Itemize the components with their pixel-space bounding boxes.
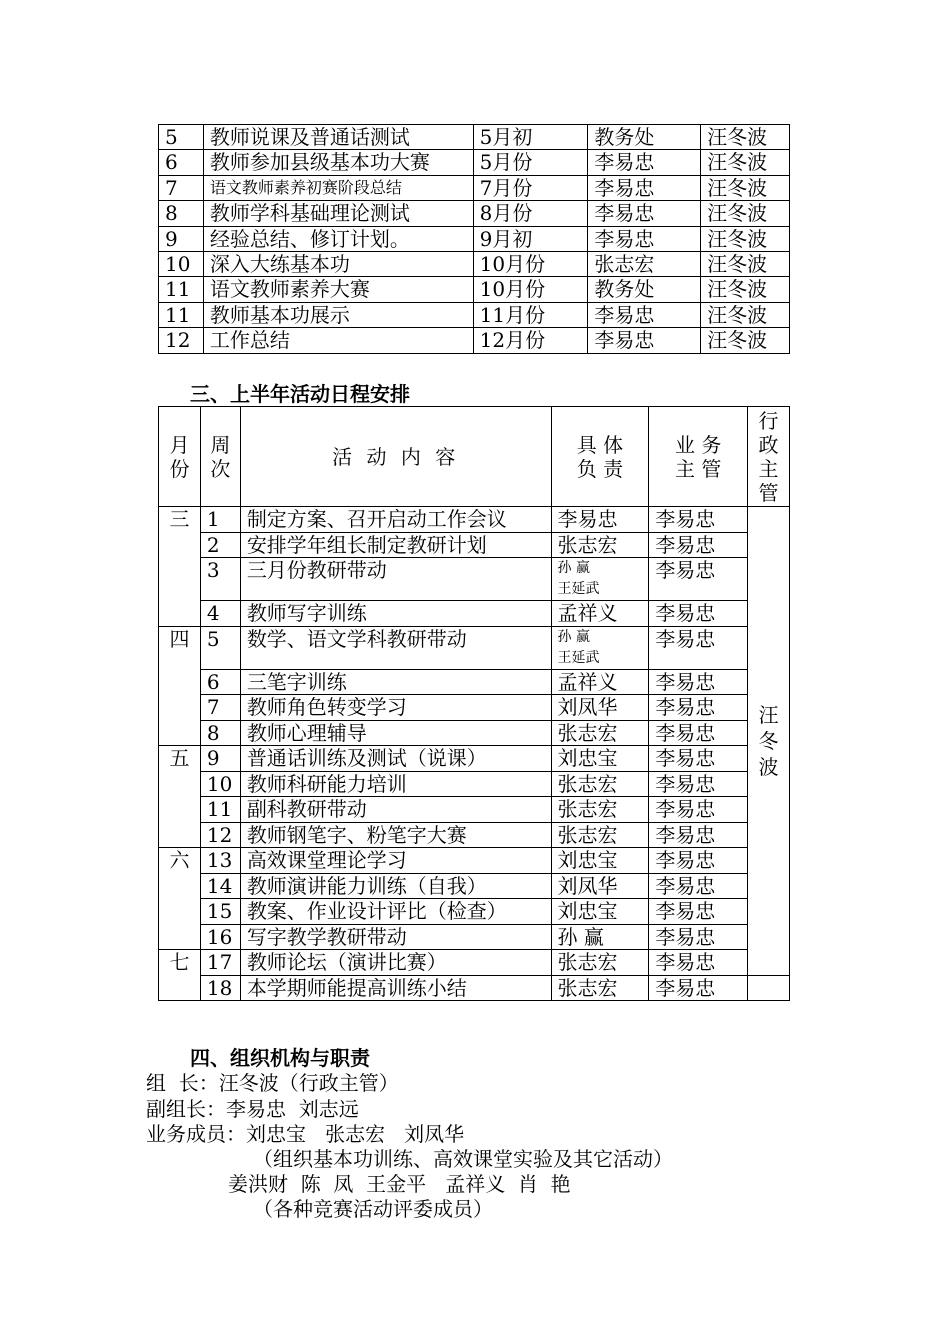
admin-cell-empty bbox=[748, 975, 790, 1001]
table-row bbox=[159, 873, 790, 899]
activity-content: 教师演讲能力训练（自我） bbox=[240, 873, 551, 899]
week-cell: 11 bbox=[200, 797, 240, 823]
admin-cell: 汪冬波 bbox=[701, 251, 790, 276]
responsible-cell: 李易忠 bbox=[588, 175, 701, 200]
week-cell: 9 bbox=[200, 746, 240, 772]
activity-content: 写字教学教研带动 bbox=[240, 924, 551, 950]
time-cell: 8月份 bbox=[473, 201, 588, 226]
row-number: 9 bbox=[159, 226, 204, 251]
activity-content: 副科教研带动 bbox=[240, 797, 551, 823]
table-row bbox=[159, 950, 790, 976]
table-row bbox=[159, 150, 790, 175]
activity-item: 语文教师素养初赛阶段总结 bbox=[203, 175, 473, 200]
manager-cell: 李易忠 bbox=[649, 950, 748, 976]
activity-item: 教师说课及普通话测试 bbox=[203, 125, 473, 150]
row-number: 10 bbox=[159, 251, 204, 276]
responsible-name: 王延武 bbox=[557, 581, 600, 597]
table-row bbox=[159, 626, 790, 669]
manager-cell: 李易忠 bbox=[649, 873, 748, 899]
org-line-duty-2: （各种竞赛活动评委成员） bbox=[253, 1197, 493, 1221]
activity-content: 高效课堂理论学习 bbox=[240, 848, 551, 874]
admin-cell: 汪冬波 bbox=[701, 150, 790, 175]
activity-content: 教师心理辅导 bbox=[240, 720, 551, 746]
responsible-cell: 李易忠 bbox=[551, 507, 649, 533]
header-person: 具 体 负 责 bbox=[551, 407, 649, 507]
row-number: 5 bbox=[159, 125, 204, 150]
activity-content: 教师论坛（演讲比赛） bbox=[240, 950, 551, 976]
table-row bbox=[159, 507, 790, 533]
week-cell: 1 bbox=[200, 507, 240, 533]
responsible-name: 王延武 bbox=[557, 649, 600, 666]
table-row bbox=[159, 251, 790, 276]
header-admin: 行政主管 bbox=[748, 407, 790, 507]
week-cell: 14 bbox=[200, 873, 240, 899]
week-cell: 17 bbox=[200, 950, 240, 976]
manager-cell: 李易忠 bbox=[649, 507, 748, 533]
manager-cell: 李易忠 bbox=[649, 720, 748, 746]
week-cell: 7 bbox=[200, 695, 240, 721]
responsible-cell: 张志宏 bbox=[551, 950, 649, 976]
week-cell: 3 bbox=[200, 558, 240, 601]
responsible-cell: 李易忠 bbox=[588, 226, 701, 251]
org-line-deputy: 副组长：李易忠 刘志远 bbox=[146, 1097, 359, 1121]
responsible-cell: 张志宏 bbox=[551, 822, 649, 848]
admin-cell: 汪冬波 bbox=[701, 226, 790, 251]
week-cell: 12 bbox=[200, 822, 240, 848]
admin-cell: 汪冬波 bbox=[701, 328, 790, 353]
activity-content: 教案、作业设计评比（检查） bbox=[240, 899, 551, 925]
responsible-cell: 张志宏 bbox=[551, 532, 649, 558]
table-row bbox=[159, 226, 790, 251]
month-cell: 四 bbox=[159, 626, 201, 746]
activity-content: 三笔字训练 bbox=[240, 669, 551, 695]
month-cell: 七 bbox=[159, 950, 201, 1001]
header-month: 月份 bbox=[159, 407, 201, 507]
responsible-cell: 教务处 bbox=[588, 125, 701, 150]
responsible-cell: 李易忠 bbox=[588, 150, 701, 175]
week-cell: 13 bbox=[200, 848, 240, 874]
responsible-cell: 孟祥义 bbox=[551, 601, 649, 627]
section-3-title: 三、上半年活动日程安排 bbox=[190, 382, 410, 406]
manager-cell: 李易忠 bbox=[649, 669, 748, 695]
time-cell: 10月份 bbox=[473, 251, 588, 276]
activity-item: 教师学科基础理论测试 bbox=[203, 201, 473, 226]
table-row bbox=[159, 822, 790, 848]
week-cell: 16 bbox=[200, 924, 240, 950]
responsible-name: 孙 赢 bbox=[557, 560, 590, 576]
responsible-cell: 刘凤华 bbox=[551, 695, 649, 721]
table-row bbox=[159, 669, 790, 695]
time-cell: 10月份 bbox=[473, 277, 588, 302]
activity-item: 教师基本功展示 bbox=[203, 302, 473, 327]
activity-content: 教师角色转变学习 bbox=[240, 695, 551, 721]
month-cell: 六 bbox=[159, 848, 201, 950]
activity-item: 经验总结、修订计划。 bbox=[203, 226, 473, 251]
responsible-cell: 教务处 bbox=[588, 277, 701, 302]
responsible-cell: 张志宏 bbox=[551, 797, 649, 823]
table-row bbox=[159, 175, 790, 200]
time-cell: 12月份 bbox=[473, 328, 588, 353]
responsible-cell: 张志宏 bbox=[588, 251, 701, 276]
responsible-cell: 刘忠宝 bbox=[551, 848, 649, 874]
table-row bbox=[159, 848, 790, 874]
manager-cell: 李易忠 bbox=[649, 797, 748, 823]
week-cell: 5 bbox=[200, 626, 240, 669]
admin-cell: 汪冬波 bbox=[701, 175, 790, 200]
table-row bbox=[159, 125, 790, 150]
manager-cell: 李易忠 bbox=[649, 558, 748, 601]
time-cell: 11月份 bbox=[473, 302, 588, 327]
manager-cell: 李易忠 bbox=[649, 975, 748, 1001]
row-number: 11 bbox=[159, 277, 204, 302]
time-cell: 9月初 bbox=[473, 226, 588, 251]
activity-item: 深入大练基本功 bbox=[203, 251, 473, 276]
manager-cell: 李易忠 bbox=[649, 848, 748, 874]
responsible-cell: 张志宏 bbox=[551, 720, 649, 746]
table-row bbox=[159, 975, 790, 1001]
header-week: 周次 bbox=[200, 407, 240, 507]
manager-cell: 李易忠 bbox=[649, 532, 748, 558]
week-cell: 15 bbox=[200, 899, 240, 925]
table-row bbox=[159, 302, 790, 327]
activity-item: 工作总结 bbox=[203, 328, 473, 353]
manager-cell: 李易忠 bbox=[649, 771, 748, 797]
row-number: 12 bbox=[159, 328, 204, 353]
admin-cell: 汪 冬 波 bbox=[748, 507, 790, 976]
responsible-cell bbox=[551, 558, 649, 601]
responsible-cell: 刘忠宝 bbox=[551, 746, 649, 772]
activity-content: 教师写字训练 bbox=[240, 601, 551, 627]
org-line-members: 业务成员：刘忠宝 张志宏 刘凤华 bbox=[146, 1122, 465, 1146]
week-cell: 2 bbox=[200, 532, 240, 558]
manager-cell: 李易忠 bbox=[649, 822, 748, 848]
activity-content: 教师科研能力培训 bbox=[240, 771, 551, 797]
table-row bbox=[159, 601, 790, 627]
activity-content: 安排学年组长制定教研计划 bbox=[240, 532, 551, 558]
responsible-cell: 刘忠宝 bbox=[551, 899, 649, 925]
responsible-name: 孙 赢 bbox=[557, 628, 590, 645]
admin-cell: 汪冬波 bbox=[701, 277, 790, 302]
activity-content: 本学期师能提高训练小结 bbox=[240, 975, 551, 1001]
org-line-duty-1: （组织基本功训练、高效课堂实验及其它活动） bbox=[253, 1147, 673, 1171]
week-cell: 10 bbox=[200, 771, 240, 797]
org-line-leader: 组 长：汪冬波（行政主管） bbox=[146, 1071, 399, 1095]
admin-cell: 汪冬波 bbox=[701, 201, 790, 226]
responsible-cell: 张志宏 bbox=[551, 975, 649, 1001]
schedule-table-continued bbox=[158, 124, 790, 354]
time-cell: 7月份 bbox=[473, 175, 588, 200]
manager-cell: 李易忠 bbox=[649, 601, 748, 627]
activity-content: 三月份教研带动 bbox=[240, 558, 551, 601]
table-row bbox=[159, 277, 790, 302]
table-row bbox=[159, 924, 790, 950]
admin-cell: 汪冬波 bbox=[701, 125, 790, 150]
responsible-cell: 李易忠 bbox=[588, 201, 701, 226]
table-row bbox=[159, 558, 790, 601]
activity-content: 制定方案、召开启动工作会议 bbox=[240, 507, 551, 533]
responsible-cell: 张志宏 bbox=[551, 771, 649, 797]
week-cell: 18 bbox=[200, 975, 240, 1001]
activity-content: 数学、语文学科教研带动 bbox=[240, 626, 551, 669]
manager-cell: 李易忠 bbox=[649, 924, 748, 950]
time-cell: 5月份 bbox=[473, 150, 588, 175]
week-cell: 8 bbox=[200, 720, 240, 746]
responsible-cell: 李易忠 bbox=[588, 302, 701, 327]
responsible-cell: 孟祥义 bbox=[551, 669, 649, 695]
responsible-cell bbox=[551, 626, 649, 669]
table-row bbox=[159, 201, 790, 226]
section-4-title: 四、组织机构与职责 bbox=[190, 1046, 370, 1070]
header-content: 活 动 内 容 bbox=[240, 407, 551, 507]
table-row bbox=[159, 695, 790, 721]
header-manager: 业 务 主 管 bbox=[649, 407, 748, 507]
table-row bbox=[159, 797, 790, 823]
activity-item: 教师参加县级基本功大赛 bbox=[203, 150, 473, 175]
activity-content: 教师钢笔字、粉笔字大赛 bbox=[240, 822, 551, 848]
admin-cell: 汪冬波 bbox=[701, 302, 790, 327]
table-row bbox=[159, 771, 790, 797]
activity-item: 语文教师素养大赛 bbox=[203, 277, 473, 302]
row-number: 11 bbox=[159, 302, 204, 327]
responsible-cell: 刘凤华 bbox=[551, 873, 649, 899]
week-cell: 6 bbox=[200, 669, 240, 695]
manager-cell: 李易忠 bbox=[649, 746, 748, 772]
manager-cell: 李易忠 bbox=[649, 626, 748, 669]
manager-cell: 李易忠 bbox=[649, 695, 748, 721]
table-row bbox=[159, 532, 790, 558]
week-cell: 4 bbox=[200, 601, 240, 627]
responsible-cell: 李易忠 bbox=[588, 328, 701, 353]
month-cell: 三 bbox=[159, 507, 201, 627]
table-row bbox=[159, 720, 790, 746]
first-half-activity-schedule-table bbox=[158, 406, 790, 1001]
manager-cell: 李易忠 bbox=[649, 899, 748, 925]
activity-content: 普通话训练及测试（说课） bbox=[240, 746, 551, 772]
row-number: 7 bbox=[159, 175, 204, 200]
table-row bbox=[159, 328, 790, 353]
table-row bbox=[159, 746, 790, 772]
responsible-cell: 孙 赢 bbox=[551, 924, 649, 950]
row-number: 8 bbox=[159, 201, 204, 226]
row-number: 6 bbox=[159, 150, 204, 175]
org-line-judges: 姜洪财 陈 凤 王金平 孟祥义 肖 艳 bbox=[228, 1172, 571, 1196]
time-cell: 5月初 bbox=[473, 125, 588, 150]
table-row bbox=[159, 899, 790, 925]
month-cell: 五 bbox=[159, 746, 201, 848]
